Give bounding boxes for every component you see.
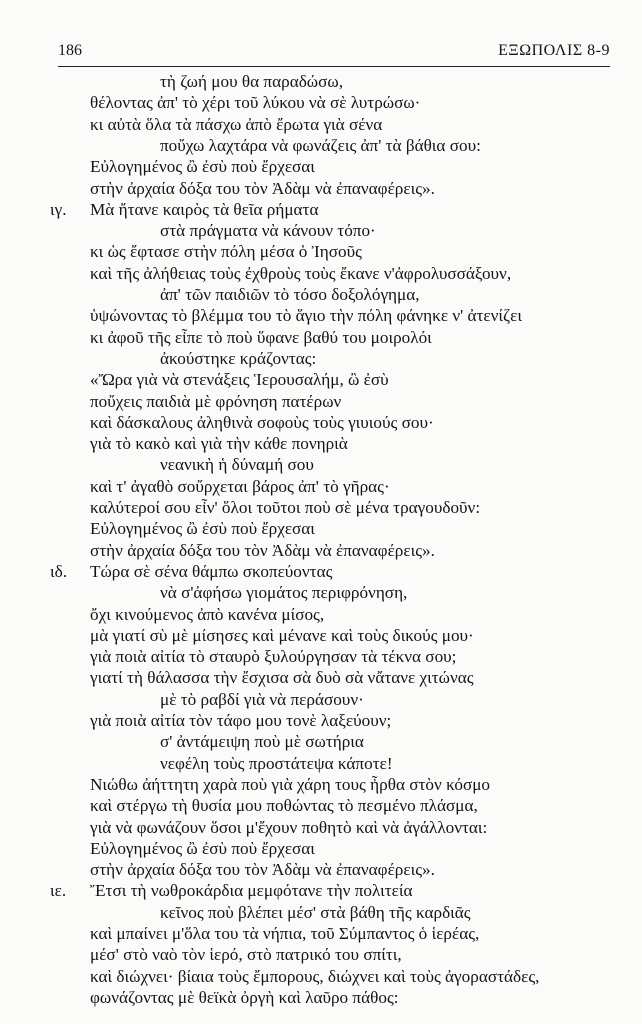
verse-line: φωνάζοντας μὲ θεϊκὰ ὀργὴ καὶ λαῦρο πάθος: bbox=[90, 987, 399, 1007]
verse-line: γιὰ ποιὰ αἰτία τὸν τάφο μου τονὲ λαξεύουν; bbox=[90, 711, 392, 730]
verse-line: καὶ τῆς ἀλήθειας τοὺς ἐχθροὺς τοὺς ἔκανε ν'ἀφρολυσσάξουν, bbox=[90, 263, 512, 283]
verse-line: καλύτεροί σου εἶν' ὅλοι τοῦτοι ποὺ σὲ μένα τραγουδοῦν: bbox=[90, 498, 481, 517]
verse-line: κεῖνος ποὺ βλέπει μέσ' στὰ βάθη τῆς καρδιᾶς bbox=[160, 902, 471, 922]
page-header bbox=[58, 42, 610, 67]
verse-line: θέλοντας ἀπ' τὸ χέρι τοῦ λύκου νὰ σὲ λυτρώσω· bbox=[90, 93, 421, 113]
verse-line: σ' ἀντάμειψη ποὺ μὲ σωτήρια bbox=[160, 732, 364, 752]
verse-line: ποὔχεις παιδιὰ μὲ φρόνηση πατέρων bbox=[90, 391, 342, 411]
verse-line: νεανικὴ ἡ δύναμή σου bbox=[160, 455, 314, 475]
verse-line: στὴν ἀρχαία δόξα του τὸν Ἀδὰμ νὰ ἐπαναφέρεις». bbox=[90, 860, 435, 880]
verse-line: γιατί τὴ θάλασσα τὴν ἔσχισα σὰ δυὸ σὰ νἄτανε χιτώνας bbox=[90, 668, 474, 688]
verse-line: ὄχι κινούμενος ἀπὸ κανένα μίσος, bbox=[90, 604, 325, 624]
verse-line: Εὐλογημένος ὢ ἐσὺ ποὺ ἔρχεσαι bbox=[90, 519, 315, 539]
stanza-number: ιε. bbox=[50, 881, 67, 901]
page-number: 186 bbox=[58, 42, 82, 59]
verse-line: καὶ δάσκαλους ἀληθινὰ σοφοὺς τοὺς γιυιούς σου· bbox=[90, 412, 434, 432]
verse-line: κι ἀφοῦ τῆς εἶπε τὸ ποὺ ὕφανε βαθύ του μοιρολόι bbox=[90, 327, 432, 347]
verse-line: στὴν ἀρχαία δόξα του τὸν Ἀδὰμ νὰ ἐπαναφέρεις». bbox=[90, 178, 435, 198]
verse-line: καὶ τ' ἀγαθὸ σοὔρχεται βάρος ἀπ' τὸ γῆρας· bbox=[90, 476, 390, 496]
verse-line: καὶ στέργω τὴ θυσία μου ποθώντας τὸ πεσμένο πλάσμα, bbox=[90, 796, 478, 816]
verse-line: μὲ τὸ ραβδί γιὰ νὰ περάσουν· bbox=[160, 689, 364, 709]
verse-line: Ἔτσι τὴ νωθροκάρδια μεμφότανε τὴν πολιτεία bbox=[90, 881, 413, 901]
verse-line: τὴ ζωή μου θα παραδώσω, bbox=[160, 72, 343, 91]
verse-line: Εὐλογημένος ὢ ἐσὺ ποὺ ἔρχεσαι bbox=[90, 838, 315, 858]
verse-line: ἀκούστηκε κράζοντας: bbox=[160, 348, 317, 368]
verse-line: ἀπ' τῶν παιδιῶν τὸ τόσο δοξολόγημα, bbox=[160, 285, 420, 304]
verse-line: μέσ' στὸ ναὸ τὸν ἱερό, στὸ πατρικό του σπίτι, bbox=[90, 945, 402, 965]
verse-line: ποὔχω λαχτάρα νὰ φωνάζεις ἀπ' τὰ βάθια σου: bbox=[160, 135, 481, 155]
verse-line: Νιώθω ἀήττητη χαρὰ ποὺ γιὰ χάρη τους ἦρθα στὸν κόσμο bbox=[90, 774, 491, 794]
stanza-number: ιδ. bbox=[50, 561, 68, 581]
verse-line: ὑψώνοντας τὸ βλέμμα του τὸ ἅγιο τὴν πόλη φάνηκε ν' ἀτενίζει bbox=[90, 306, 522, 326]
verse-line: στὰ πράγματα νὰ κάνουν τόπο· bbox=[160, 221, 376, 241]
verse-line: μὰ γιατί σὺ μὲ μίσησες καὶ μένανε καὶ τοὺς δικούς μου· bbox=[90, 625, 474, 645]
verse-line: κι ὡς ἔφτασε στὴν πόλη μέσα ὁ Ἰησοῦς bbox=[90, 242, 362, 262]
verse-line: στὴν ἀρχαία δόξα του τὸν Ἀδὰμ νὰ ἐπαναφέρεις». bbox=[90, 540, 435, 560]
verse-line: καὶ διώχνει· βίαια τοὺς ἔμπορους, διώχνει καὶ τοὺς ἀγοραστάδες, bbox=[90, 966, 540, 986]
verse-line: γιὰ τὸ κακὸ καὶ γιὰ τὴν κάθε πονηριὰ bbox=[90, 434, 348, 454]
stanza-number: ιγ. bbox=[50, 199, 67, 219]
verse-line: νεφέλη τοὺς προστάτεψα κάποτε! bbox=[160, 753, 393, 773]
verse-line: νὰ σ'ἀφήσω γιομάτος περιφρόνηση, bbox=[160, 583, 408, 603]
verse-line: Εὐλογημένος ὢ ἐσὺ ποὺ ἔρχεσαι bbox=[90, 157, 315, 177]
verse-line: γιὰ ποιὰ αἰτία τὸ σταυρὸ ξυλούργησαν τὰ τέκνα σου; bbox=[90, 647, 457, 667]
verse-line: καὶ μπαίνει μ'ὅλα του τὰ νήπια, τοῦ Σύμπαντος ὁ ἱερέας, bbox=[90, 924, 480, 943]
verse-line: Τώρα σὲ σένα θάμπω σκοπεύοντας bbox=[90, 561, 333, 581]
verse-line: γιὰ νὰ φωνάζουν ὅσοι μ'ἔχουν ποθητὸ καὶ νὰ ἀγάλλονται: bbox=[90, 817, 488, 837]
verse-line: «Ὤρα γιὰ νὰ στενάξεις Ἱερουσαλήμ, ὢ ἐσὺ bbox=[90, 370, 389, 390]
verse-line: Μὰ ἤτανε καιρὸς τὰ θεῖα ρήματα bbox=[90, 199, 319, 219]
running-title: ΕΞΩΠΟΛΙΣ 8-9 bbox=[498, 42, 610, 59]
verse-line: κι αὐτὰ ὅλα τὰ πάσχω ἀπὸ ἔρωτα γιὰ σένα bbox=[90, 114, 383, 134]
